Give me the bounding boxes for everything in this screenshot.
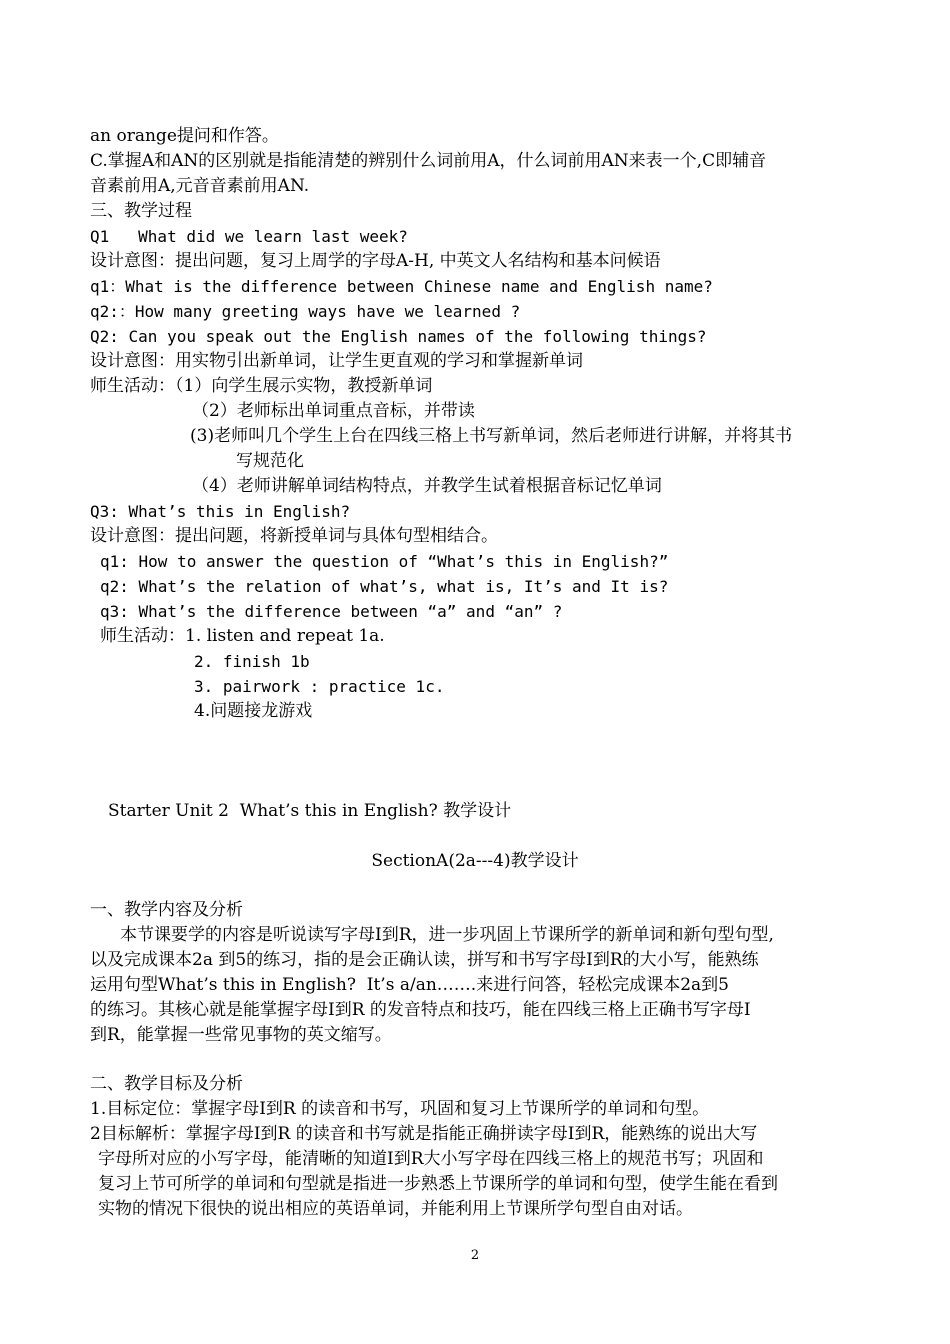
sub-question: q3: What’s the difference between “a” and “an” ? <box>100 602 563 621</box>
activity-line: 4.问题接龙游戏 <box>194 701 313 721</box>
sub-question: q2: What’s the relation of what’s, what is, It’s and It is? <box>100 577 669 596</box>
text-line: 设计意图：提出问题，将新授单词与具体句型相结合。 <box>90 526 498 546</box>
sub-question: q1: How to answer the question of “What’s this in English?” <box>100 552 669 571</box>
text-line: 音素前用A,元音音素前用AN. <box>90 176 310 196</box>
section-title: SectionA(2a---4)教学设计 <box>371 851 579 871</box>
paragraph-line: 实物的情况下很快的说出相应的英语单词，并能利用上节课所学句型自由对话。 <box>98 1199 693 1219</box>
text-line: 设计意图：用实物引出新单词，让学生更直观的学习和掌握新单词 <box>90 351 583 371</box>
activity-line: 师生活动：1. listen and repeat 1a. <box>100 626 385 646</box>
paragraph-line: 本节课要学的内容是听说读写字母I到R，进一步巩固上节课所学的新单词和新句型句型, <box>120 925 774 945</box>
paragraph-line: 运用句型What’s this in English? It’s a/an…….来进行问答，轻松完成课本2a到5 <box>90 975 729 995</box>
text-line: 设计意图：提出问题，复习上周学的字母A-H, 中英文人名结构和基本问候语 <box>90 251 661 271</box>
activity-line: （4）老师讲解单词结构特点，并教学生试着根据音标记忆单词 <box>192 476 662 496</box>
paragraph-line: 2目标解析：掌握字母I到R 的读音和书写就是指能正确拼读字母I到R，能熟练的说出大写 <box>90 1124 758 1144</box>
paragraph-line: 的练习。其核心就是能掌握字母I到R 的发音特点和技巧，能在四线三格上正确书写字母I <box>90 1000 751 1020</box>
sub-question: q1：What is the difference between Chinese name and English name? <box>90 277 713 296</box>
text-line: C.掌握A和AN的区别就是指能清楚的辨别什么词前用A，什么词前用AN来表一个,C即辅音 <box>90 151 767 171</box>
question-q2: Q2: Can you speak out the English names of the following things? <box>90 327 707 346</box>
activity-line: 写规范化 <box>236 451 304 471</box>
activity-line: (3)老师叫几个学生上台在四线三格上书写新单词，然后老师进行讲解，并将其书 <box>190 426 793 446</box>
section-heading: 二、教学目标及分析 <box>90 1074 243 1094</box>
question-q3: Q3: What’s this in English? <box>90 502 351 521</box>
paragraph-line: 以及完成课本2a 到5的练习，指的是会正确认读，拼写和书写字母I到R的大小写，能熟练 <box>90 950 759 970</box>
section-heading: 一、教学内容及分析 <box>90 900 243 920</box>
paragraph-line: 1.目标定位：掌握字母I到R 的读音和书写，巩固和复习上节课所学的单词和句型。 <box>90 1099 710 1119</box>
paragraph-line: 字母所对应的小写字母，能清晰的知道I到R大小写字母在四线三格上的规范书写；巩固和 <box>98 1149 764 1169</box>
activity-line: 3. pairwork : practice 1c. <box>194 677 445 696</box>
activity-line: （2）老师标出单词重点音标，并带读 <box>192 401 475 421</box>
question-q1: Q1 What did we learn last week? <box>90 227 408 246</box>
page-number: 2 <box>470 1248 480 1263</box>
section-heading: 三、教学过程 <box>90 201 192 221</box>
activity-line: 师生活动：（1）向学生展示实物，教授新单词 <box>90 376 433 396</box>
paragraph-line: 到R，能掌握一些常见事物的英文缩写。 <box>90 1025 392 1045</box>
sub-question: q2:：How many greeting ways have we learned ? <box>90 302 521 321</box>
paragraph-line: 复习上节可所学的单词和句型就是指进一步熟悉上节课所学的单词和句型，使学生能在看到 <box>98 1174 778 1194</box>
unit-title: Starter Unit 2 What’s this in English? 教学设计 <box>108 801 512 821</box>
activity-line: 2. finish 1b <box>194 652 310 671</box>
text-line: an orange提问和作答。 <box>90 126 279 146</box>
